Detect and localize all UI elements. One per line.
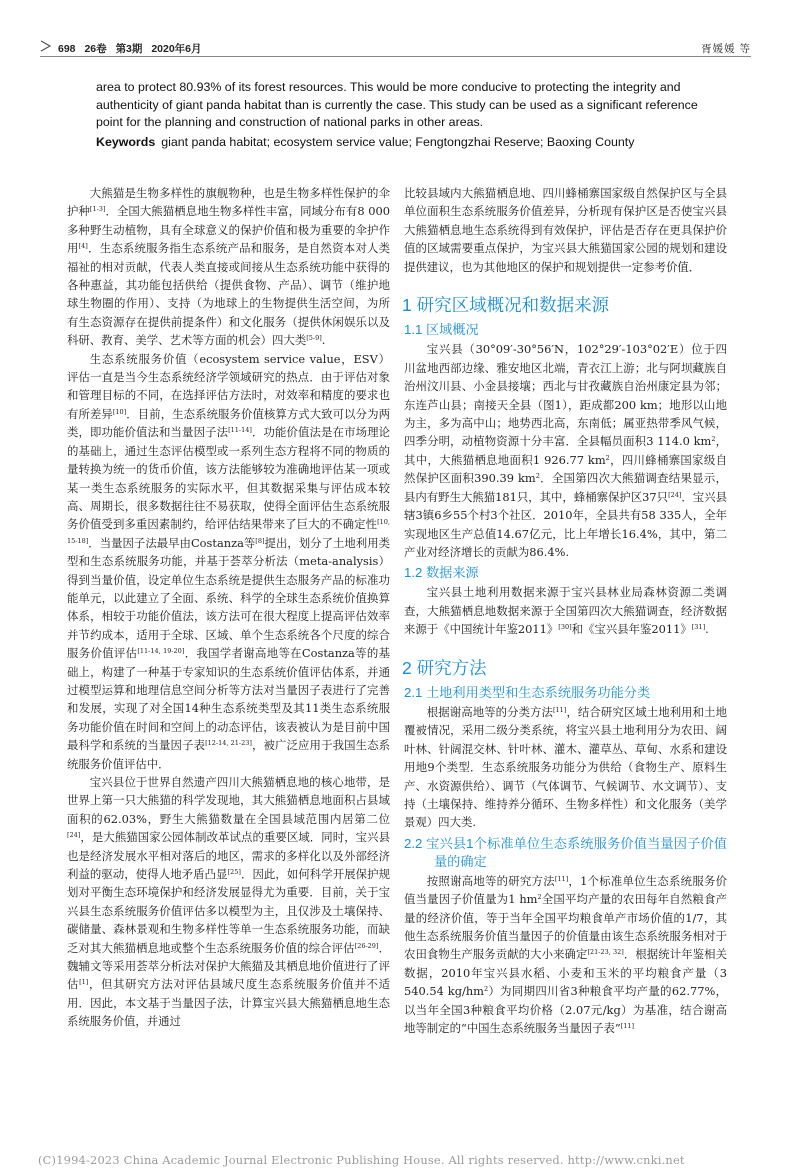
subsection-heading: 1.1 区域概况 [404,322,479,338]
paragraph: 大熊猫是生物多样性的旗舰物种，也是生物多样性保护的伞护种[1-3]．全国大熊猫栖息地生物多样性丰富，同域分布有8 000多种野生动植物，具有全球意义的保护价值和极为重要的伞护作用[4]．生态系统服务指生态系统产品和服务，是自然资本对人类福祉的相对贡献，代表人类直接或间接从生态系统功能中获得的各种惠益，其功能包括供给（提供食物、产品）、调节（维护地球生物圈的作用）、支持（为地球上的生物提供生活空间，为所有生态资源存在提供前提条件）和文化服务（提供休闲娱乐以及科研、教育、美学、艺术等方面的机会）四大类[5-9]. [67,186,390,348]
abstract-line: authenticity of giant panda habitat than is currently the case. This study can be used as a significant reference [96,97,698,112]
superscript: 2 [537,893,542,902]
page-number: 698 [58,43,76,55]
keywords-text: giant panda habitat; ecosystem service value; Fengtongzhai Reserve; Baoxing County [161,134,635,149]
paragraph: 生态系统服务价值（ecosystem service value，ESV）评估一直是当今生态系统经济学领域研究的热点．由于评估对象和管理目标的不同，在选择评估方法时，对效率和精度的要求也有所差异[10]．目前，生态系统服务价值核算方式大致可以分为两类，即功能价值法和当量因子法[11-14]．功能价值法是在市场理论的基础上，通过生态评估模型或一系列生态方程将不同的物质的量转换为统一的货币价值，该方法能够较为准确地评估某一项或某一类生态系统服务的实际水平，但其数据采集与评估成本较高、周期长，很多数据往往不易获取，使得全面评估生态系统服务价值受到多重因素制约，给评估结果带来了巨大的不确定性[10, 15-18]．当量因子法最早由Costanza等[8]提出，划分了土地利用类型和生态系统服务功能，并基于荟萃分析法（meta-analysis）得到当量价值，设定单位生态系统是提供生态服务产品的标准功能单元，以此建立了全面、系统、科学的全球生态系统价值换算体系，相较于功能价值法，该方法可在很大程度上提高评估效率并节约成本，适用于全球、区域、单个生态系统各个尺度的综合服务价值评估[11-14, 19-20]．我国学者谢高地等在Costanza等的基础上，构建了一种基于专家知识的生态系统价值评估体系，并通过模型运算和地理信息空间分析等方法对当量因子表进行了完善和发展，实现了对全国14种生态系统类型及其11类生态系统服务功能价值在时间和空间上的动态评估，该表被认为是目前中国最科学和系统的当量因子表[12-14, 21-23]，被广泛应用于我国生态系统服务价值评估中． [67,351,390,771]
citation: [12-14, 21-23] [205,739,252,748]
section-heading: 2 研究方法 [402,657,487,678]
header-rule [40,56,751,57]
paragraph: 根据谢高地等的分类方法[11]，结合研究区域土地利用和土地覆被情况，采用二级分类系统，将宝兴县土地利用分为农田、阔叶林、针阔混交林、针叶林、灌木、灌草丛、草甸、水系和建设用地9个类型．生态系统服务功能分为供给（食物生产、原料生产、水资源供给）、调节（气体调节、气候调节、水文调节）、支持（土壤保持、维持养分循环、生物多样性）和文化服务（美学景观）四大类. [404,704,727,830]
superscript: 2 [711,435,716,444]
subsection-heading: 1.2 数据来源 [404,565,479,581]
citation: [5-9] [306,334,322,343]
issue-date: 2020年6月 [151,43,202,55]
superscript: 2 [483,985,489,994]
paragraph: 按照谢高地等的研究方法[11]，1个标准单位生态系统服务价值当量因子价值量为1 $hm^2$全国平均产量的农田每年自然粮食产量的经济价值，等于当年全国平均粮食单产市场价值的1/7，其他生态系统服务价值当量因子的价值量由该生态系统服务相对于农田食物生产服务贡献的大小来确定[21-23, 32]．根据统计年鉴相关数据，2010年宝兴县水稻、小麦和玉米的平均粮食产量（3 540.54 $kg/hm^2$）为同期四川省3种粮食平均产量的62.77%，以当年全国3种粮食平均价格（2.07元/kg）为基准，结合谢高地等制定的“中国生态系统服务当量因子表”[11] [404,873,727,1036]
subsection-heading: 2.1 土地利用类型和生态系统服务功能分类 [404,684,651,700]
citation: [11] [620,1022,635,1031]
paragraph: 宝兴县土地利用数据来源于宝兴县林业局森林资源二类调查，大熊猫栖息地数据来源于全国第四次大熊猫调查，经济数据来源于《中国统计年鉴2011》[30]和《宝兴县年鉴2011》[31]. [404,585,727,637]
citation: [21-23, 32] [587,948,624,957]
paragraph: 宝兴县位于世界自然遗产四川大熊猫栖息地的核心地带，是世界上第一只大熊猫的科学发现地，其大熊猫栖息地面积占县域面积的62.03%，野生大熊猫数量在全国县域范围内居第二位[24]，是大熊猫国家公园体制改革试点的重要区域．同时，宝兴县也是经济发展水平相对落后的地区，需求的多样化以及外部经济利益的驱动，使得人地矛盾凸显[25]．因此，如何科学开展保护规划对平衡生态环境保护和经济发展显得尤为重要．目前，关于宝兴县生态系统服务价值评估多以模型为主，且仅涉及土壤保持、碳储量、森林景观和生物多样性等单一生态系统服务功能，而缺乏对其大熊猫栖息地或整个生态系统服务价值的综合评估[26-29]．魏辅文等采用荟萃分析法对保护大熊猫及其栖息地价值进行了评估[1]，但其研究方法对评估县域尺度生态系统服务价值并不适用．因此，本文基于当量因子法，计算宝兴县大熊猫栖息地生态系统服务价值，并通过 [67,775,390,1029]
citation: [11-14, 19-20] [137,647,185,656]
section-heading: 1 研究区域概况和数据来源 [402,295,610,316]
corner-mark-icon [40,40,52,52]
running-header [40,36,751,58]
citation: [25] [227,868,241,877]
citation: [1-3] [89,205,106,214]
paragraph: 比较县域内大熊猫栖息地、四川蜂桶寨国家级自然保护区与全县单位面积生态系统服务价值差异，分析现有保护区是否使宝兴县大熊猫栖息地生态系统得到有效保护，评估是否存在更具保护价值的区域需要重点保护，为宝兴县大熊猫国家公园的规划和建设提供建议，也为其他地区的保护和规划提供一定参考价值． [404,186,727,274]
citation: [11-14] [228,426,252,435]
citation: [11] [553,705,567,714]
volume: 26卷 [84,43,107,55]
paragraph: 宝兴县（30°09′-30°56′N，102°29′-103°02′E）位于四川盆地西部边缘、雅安地区北端，青衣江上游；北与阿坝藏族自治州汶川县、小金县接壤；西北与甘孜藏族自治州康定县为邻；东连芦山县；南接天全县（图1），距成都200 km；地形以山地为主，多为高中山；地势西北高，东南低；属亚热带季风气候，四季分明，动植物资源十分丰富．全县幅员面积3 114.0 $km^2$，其中，大熊猫栖息地面积1 926.77 $km^2$，四川蜂桶寨国家级自然保护区面积390.39 $km^2$．全国第四次大熊猫调查结果显示，县内有野生大熊猫181只，其中，蜂桶寨保护区37只[24]．宝兴县辖3镇6乡55个村3个社区．2010年，全县共有58 335人，全年实现地区生产总值14.67亿元，比上年增长16.4%，其中，第二产业对经济增长的贡献为86.4%. [404,342,727,559]
citation: [26-29] [354,941,379,950]
subsection-heading: 2.2 宝兴县1个标准单位生态系统服务价值当量因子价值量的确定 [404,835,727,869]
superscript: 2 [605,453,610,462]
citation: [24] [668,490,682,499]
english-abstract [96,79,706,151]
right-column [404,184,727,1037]
keywords-label: Keywords [96,134,156,149]
citation: [24] [67,831,81,840]
citation: [4] [78,242,88,251]
left-column [67,184,390,1031]
citation: [1] [79,978,89,987]
citation: [10] [112,407,127,416]
citation: [8] [255,536,265,545]
issue: 第3期 [115,43,143,55]
abstract-line: point for the planning and construction of national parks in other areas. [96,115,484,129]
superscript: 2 [535,472,540,481]
citation: [31] [691,623,706,632]
citation: [10, 15-18] [67,518,390,545]
citation: [30] [558,623,572,632]
keywords [96,134,706,152]
header-left [58,41,208,56]
header-author: 胥媛媛 等 [701,43,751,55]
copyright-footer: (C)1994-2023 China Academic Journal Electronic Publishing House. All rights reserved. http://www.cnki.net [38,1153,685,1167]
citation: [11] [554,874,569,883]
abstract-line: area to protect 80.93% of its forest resources. This would be more conducive to protecting the integrity and [96,80,681,94]
